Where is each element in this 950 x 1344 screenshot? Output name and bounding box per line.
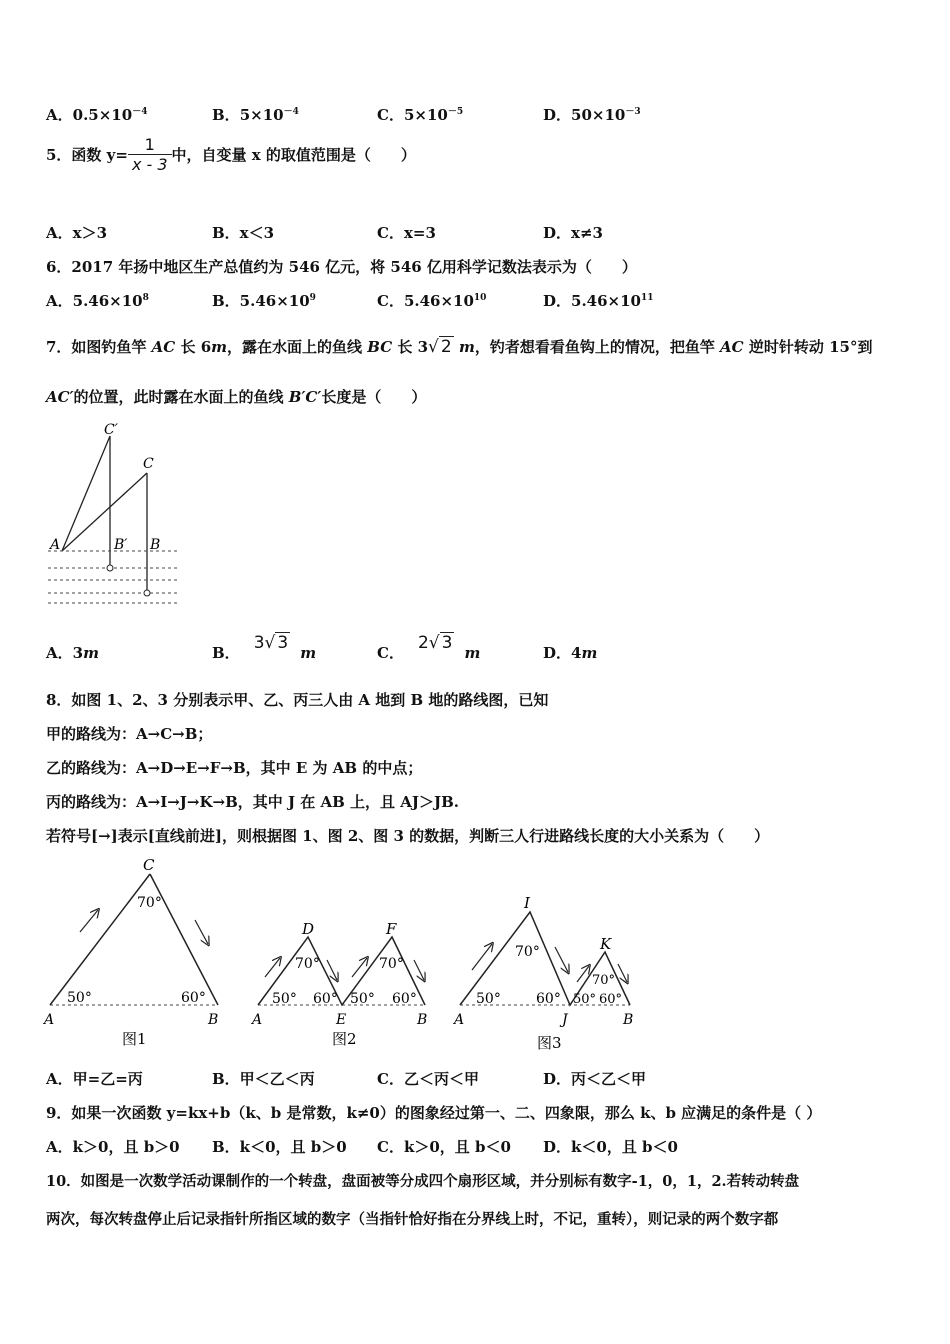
q4-option-b: B．$5\times 10^{-4}$ <box>212 106 299 124</box>
fig2-caption: 图2 <box>332 1030 357 1048</box>
q7-stem-line2: AC′的位置，此时露在水面上的鱼线 B′C′长度是（ ） <box>46 388 427 406</box>
rod-ac-prime <box>62 436 110 551</box>
rod-ac <box>62 473 147 551</box>
q6-option-a: A．$5.46\times 10^8$ <box>46 292 149 310</box>
fig3-label-a: A <box>454 1012 465 1028</box>
fig3-angle-b: 60° <box>599 992 623 1007</box>
label-b-prime: B′ <box>114 537 128 553</box>
q5-stem: 5．函数 y= $\frac{1}{x - 3}$ 中，自变量 x 的取值范围是（ ） <box>46 135 416 174</box>
q8-stem-line2: 甲的路线为：A→C→B； <box>46 725 213 743</box>
q9-option-c: C．k＞0，且 b＜0 <box>377 1138 511 1156</box>
fig3-label-b: B <box>623 1012 634 1028</box>
label-c-prime: C′ <box>104 422 118 438</box>
fig2-angle-b: 60° <box>392 991 417 1007</box>
q9-option-a: A．k＞0，且 b＞0 <box>46 1138 180 1156</box>
q9-option-b: B．k＜0，且 b＞0 <box>212 1138 347 1156</box>
q8-route-figures <box>40 852 660 1062</box>
fig1-label-b: B <box>208 1012 219 1028</box>
fig3-label-k: K <box>600 935 612 953</box>
q9-option-d: D．k＜0，且 b＜0 <box>543 1138 678 1156</box>
fig3-caption: 图3 <box>537 1034 562 1052</box>
fig2-label-b: B <box>417 1012 428 1028</box>
q7-sqrt: √ 2 <box>428 337 452 357</box>
fig1-angle-c: 70° <box>137 895 162 911</box>
q6-option-b: B．$5.46\times 10^9$ <box>212 292 316 310</box>
figure-3 <box>452 894 633 1052</box>
q8-stem-line1: 8．如图 1、2、3 分别表示甲、乙、丙三人由 A 地到 B 地的路线图，已知 <box>46 691 549 709</box>
q6-option-c: C．$5.46\times 10^{10}$ <box>377 292 487 310</box>
q5-fraction: $\frac{1}{x - 3}$ <box>128 135 172 174</box>
q8-option-a: A．甲=乙=丙 <box>46 1070 143 1088</box>
fig2-label-d: D <box>302 920 315 938</box>
q8-option-d: D．丙＜乙＜甲 <box>543 1070 647 1088</box>
hook-b <box>144 590 150 596</box>
q4-option-d: D．$50\times 10^{-3}$ <box>543 106 641 124</box>
q7-option-c: C． 2√ 3 m <box>377 633 481 662</box>
q4-option-c: C．$5\times 10^{-5}$ <box>377 106 464 124</box>
fig3-angle-i: 70° <box>515 944 540 960</box>
q5-option-d: D．x≠3 <box>543 224 603 242</box>
q8-stem-line3: 乙的路线为：A→D→E→F→B，其中 E 为 AB 的中点； <box>46 759 423 777</box>
q8-stem-line5: 若符号[→]表示[直线前进]，则根据图 1、图 2、图 3 的数据，判断三人行进路线长度的大小关系为（ ） <box>46 827 770 845</box>
fig2-angle-a: 50° <box>272 991 297 1007</box>
figure-1 <box>42 856 218 1048</box>
fig1-label-a: A <box>44 1012 55 1028</box>
fig2-label-f: F <box>386 920 397 938</box>
fig3-label-j: J <box>562 1012 568 1028</box>
label-b: B <box>150 537 161 553</box>
fig2-angle-e-right: 50° <box>350 991 375 1007</box>
q7-option-a: A．3m <box>46 644 99 662</box>
q8-stem-line4: 丙的路线为：A→I→J→K→B，其中 J 在 AB 上，且 AJ＞JB. <box>46 793 459 811</box>
q7-fishing-figure <box>40 418 190 608</box>
fig2-label-a: A <box>252 1012 263 1028</box>
q5-option-c: C．x=3 <box>377 224 436 242</box>
fig3-angle-a: 50° <box>476 991 501 1007</box>
fig1-label-c: C <box>143 856 155 874</box>
fig1-angle-b: 60° <box>181 990 206 1006</box>
q8-option-c: C．乙＜丙＜甲 <box>377 1070 479 1088</box>
fig2-label-e: E <box>336 1012 347 1028</box>
q6-option-d: D．$5.46\times 10^{11}$ <box>543 292 654 310</box>
q7-option-d: D．4m <box>543 644 598 662</box>
q6-stem: 6．2017 年扬中地区生产总值约为 546 亿元，将 546 亿用科学记数法表示为（ ） <box>46 258 637 276</box>
fig3-angle-j-left: 60° <box>536 991 561 1007</box>
q7-option-b: B． 3√ 3 m <box>212 633 317 662</box>
label-c: C <box>143 456 154 472</box>
fig3-angle-j-right: 50° <box>573 992 597 1007</box>
fig3-label-i: I <box>524 894 530 912</box>
q5-option-a: A．x＞3 <box>46 224 108 242</box>
fig1-caption: 图1 <box>122 1030 147 1048</box>
q10-stem-line2: 两次，每次转盘停止后记录指针所指区域的数字（当指针恰好指在分界线上时，不记，重转），则记录的两个数字都 <box>46 1211 779 1228</box>
fig2-angle-e-left: 60° <box>313 991 338 1007</box>
label-a: A <box>50 537 61 553</box>
fig2-angle-f: 70° <box>379 956 404 972</box>
q7-stem-line1: 7．如图钓鱼竿 AC 长 6m，露在水面上的鱼线 BC 长 3√ 2 m，钓者想看看鱼钩上的情况，把鱼竿 AC 逆时针转动 15°到 <box>46 337 873 357</box>
fig3-angle-k: 70° <box>592 973 616 988</box>
fig1-angle-a: 50° <box>67 990 92 1006</box>
figure-2 <box>250 920 427 1048</box>
q4-option-a: A．$0.5\times 10^{-4}$ <box>46 106 148 124</box>
q5-option-b: B．x＜3 <box>212 224 275 242</box>
q8-option-b: B．甲＜乙＜丙 <box>212 1070 315 1088</box>
q9-stem: 9．如果一次函数 y=kx+b（k、b 是常数，k≠0）的图象经过第一、二、四象限，那么 k、b 应满足的条件是（ ） <box>46 1104 822 1122</box>
q10-stem-line1: 10．如图是一次数学活动课制作的一个转盘，盘面被等分成四个扇形区域，并分别标有数字-1，0，1，2.若转动转盘 <box>46 1173 800 1190</box>
fig2-angle-d: 70° <box>295 956 320 972</box>
hook-b-prime <box>107 565 113 571</box>
